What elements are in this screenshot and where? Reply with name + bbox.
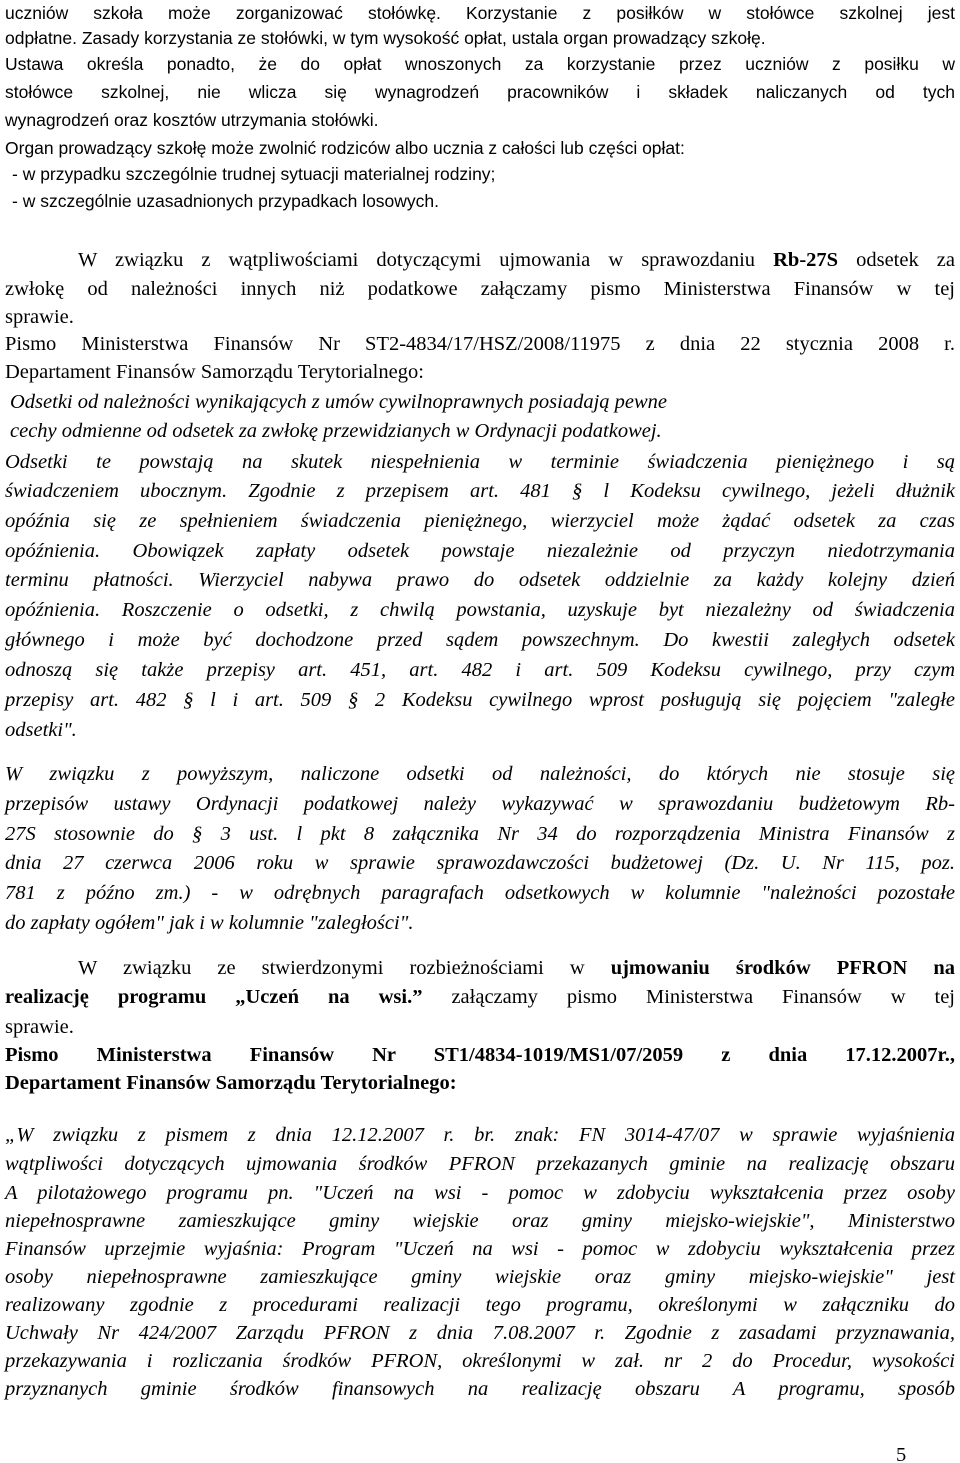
quote-line: opóźnienia. Roszczenie o odsetki, z chwilą powstania, uzyskuje byt niezależny od świadczenia: [5, 599, 955, 621]
quote-line: Odsetki te powstają na skutek niespełnienia w terminie świadczenia pieniężnego i są: [5, 451, 955, 473]
quote-line: przyznanych gminie środków finansowych na realizację obszaru A programu, sposób: [5, 1378, 955, 1400]
quote-line: dnia 27 czerwca 2006 roku w sprawie sprawozdawczości budżetowej (Dz. U. Nr 115, poz.: [5, 852, 955, 874]
paragraph-line: realizację programu „Uczeń na wsi.” załączamy pismo Ministerstwa Finansów w tej: [5, 986, 955, 1008]
quote-line: A pilotażowego programu pn. "Uczeń na wsi - pomoc w zdobyciu wykształcenia przez osoby: [5, 1182, 955, 1204]
quote-line: przekazywania i rozliczania środków PFRON, określonymi w zał. nr 2 do Procedur, wysokości: [5, 1350, 955, 1372]
quote-line: opóźnienia. Obowiązek zapłaty odsetek powstaje niezależnie od przyczyn niedotrzymania: [5, 540, 955, 562]
quote-line: świadczeniem ubocznym. Zgodnie z przepisem art. 481 § l Kodeksu cywilnego, jeżeli dłużnik: [5, 480, 955, 502]
quote-line: Finansów uprzejmie wyjaśnia: Program "Uczeń na wsi - pomoc w zdobyciu wykształcenia przez: [5, 1238, 955, 1260]
department-name: Departament Finansów Samorządu Terytorialnego:: [5, 361, 424, 383]
quote-line: „W związku z pismem z dnia 12.12.2007 r. br. znak: FN 3014-47/07 w sprawie wyjaśnienia: [5, 1124, 955, 1146]
quote-line: Odsetki od należności wynikających z umów cywilnoprawnych posiadają pewne: [10, 391, 668, 413]
quote-line: opóźnia się ze spełnieniem świadczenia pieniężnego, wierzyciel może żądać odsetek za czas: [5, 510, 955, 532]
text-line: uczniów szkoła może zorganizować stołówkę. Korzystanie z posiłków w stołówce szkolnej jest: [5, 3, 955, 23]
list-item: - w szczególnie uzasadnionych przypadkach losowych.: [12, 191, 440, 211]
quote-line: 27S stosownie do § 3 ust. l pkt 8 załącznika Nr 34 do rozporządzenia Ministra Finansów z: [5, 823, 955, 845]
quote-line: realizowany zgodnie z procedurami realizacji tego programu, określonymi w załączniku do: [5, 1294, 955, 1316]
letter-reference: Pismo Ministerstwa Finansów Nr ST1/4834-1019/MS1/07/2059 z dnia 17.12.2007r.,: [5, 1044, 955, 1066]
quote-line: wątpliwości dotyczących ujmowania środków PFRON przekazanych gminie na realizację obszaru: [5, 1153, 955, 1175]
text-line: odpłatne. Zasady korzystania ze stołówki, w tym wysokość opłat, ustala organ prowadzący szkołę.: [5, 28, 766, 48]
paragraph-line: sprawie.: [5, 1016, 74, 1038]
quote-line: do zapłaty ogółem" jak i w kolumnie "zaległości".: [5, 912, 414, 934]
list-item: - w przypadku szczególnie trudnej sytuacji materialnej rodziny;: [12, 164, 496, 184]
quote-line: niepełnosprawne zamieszkujące gminy wiejskie oraz gminy miejsko-wiejskie", Ministerstwo: [5, 1210, 955, 1232]
page-number: 5: [896, 1444, 907, 1463]
quote-line: cechy odmienne od odsetek za zwłokę przewidzianych w Ordynacji podatkowej.: [10, 420, 662, 442]
quote-line: terminu płatności. Wierzyciel nabywa prawo do odsetek oddzielnie za każdy kolejny dzień: [5, 569, 955, 591]
paragraph-line: W związku z wątpliwościami dotyczącymi ujmowania w sprawozdaniu Rb-27S odsetek za: [78, 249, 955, 271]
quote-line: głównego i może być dochodzone przed sądem powszechnym. Do kwestii zaległych odsetek: [5, 629, 955, 651]
paragraph-line: sprawie.: [5, 306, 74, 328]
quote-line: Uchwały Nr 424/2007 Zarządu PFRON z dnia 7.08.2007 r. Zgodnie z zasadami przyznawania,: [5, 1322, 955, 1344]
quote-line: odnoszą się także przepisy art. 451, art. 482 i art. 509 Kodeksu cywilnego, przy czym: [5, 659, 955, 681]
text-line: Ustawa określa ponadto, że do opłat wnoszonych za korzystanie przez uczniów z posiłku w: [5, 54, 955, 74]
quote-line: osoby niepełnosprawne zamieszkujące gminy wiejskie oraz gminy miejsko-wiejskie" jest: [5, 1266, 955, 1288]
paragraph-line: W związku ze stwierdzonymi rozbieżnościami w ujmowaniu środków PFRON na: [78, 957, 955, 979]
quote-line: 781 z późno zm.) - w odrębnych paragrafach odsetkowych w kolumnie "należności pozostałe: [5, 882, 955, 904]
paragraph-line: zwłokę od należności innych niż podatkowe załączamy pismo Ministerstwa Finansów w tej: [5, 278, 955, 300]
text-line: stołówce szkolnej, nie wlicza się wynagrodzeń pracowników i składek naliczanych od tych: [5, 82, 955, 102]
quote-line: W związku z powyższym, naliczone odsetki od należności, do których nie stosuje się: [5, 763, 955, 785]
text-line: wynagrodzeń oraz kosztów utrzymania stołówki.: [5, 110, 379, 130]
letter-reference: Pismo Ministerstwa Finansów Nr ST2-4834/17/HSZ/2008/11975 z dnia 22 stycznia 2008 r.: [5, 333, 955, 355]
quote-line: przepisów ustawy Ordynacji podatkowej należy wykazywać w sprawozdaniu budżetowym Rb-: [5, 793, 955, 815]
department-name: Departament Finansów Samorządu Terytorialnego:: [5, 1072, 457, 1094]
quote-line: przepisy art. 482 § l i art. 509 § 2 Kodeksu cywilnego wprost posługują się pojęciem "zaległe: [5, 689, 955, 711]
quote-line: odsetki".: [5, 719, 77, 741]
text-line: Organ prowadzący szkołę może zwolnić rodziców albo ucznia z całości lub części opłat:: [5, 138, 685, 158]
